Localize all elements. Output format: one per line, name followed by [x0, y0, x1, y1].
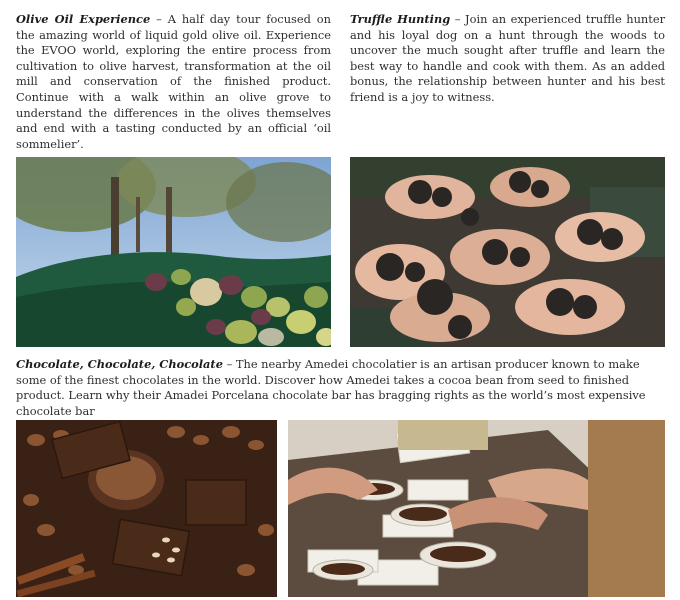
chocolate-description	[16, 357, 666, 419]
olive-oil-description	[16, 12, 331, 152]
olive-oil-body: A half day tour focused on the amazing world of liquid gold olive oil. Experience the EVOO world, exploring the entire process from cultivation to olive harvest, transformation at the oil mill and conservation of the finished product. Continue with a walk within an olive grove to understand the differences in the olives themselves and end with a tasting conducted by an official ‘oil sommelier’.	[16, 12, 331, 151]
chocolate-separator: –	[222, 357, 236, 371]
olive-oil-separator: –	[150, 12, 168, 26]
truffles-in-hands-photo	[350, 157, 665, 347]
truffle-hunting-body: Join an experienced truffle hunter and his loyal dog on a hunt through the woods to uncover the much sought after truffle and learn the best way to handle and cook with them. As an added bonus, the relationship between hunter and his best friend is a joy to witness.	[350, 12, 666, 104]
truffle-hunting-title: Truffle Hunting	[350, 12, 451, 26]
chocolate-tasting-photo	[288, 420, 665, 597]
truffle-hunting-separator: –	[450, 12, 466, 26]
olive-harvest-photo	[16, 157, 331, 347]
truffle-hunting-description	[350, 12, 665, 106]
olive-oil-title: Olive Oil Experience	[16, 12, 151, 26]
chocolate-title: Chocolate, Chocolate, Chocolate	[16, 357, 223, 371]
chocolate-body: The nearby Amedei chocolatier is an artisan producer known to make some of the finest chocolates in the world. Discover how Amedei takes a cocoa bean from seed to finished product. Learn why their Amadei Porcelana chocolate bar has bragging rights as the world’s most expensive chocolate bar	[16, 357, 646, 418]
chocolate-and-cocoa-beans-photo	[16, 420, 277, 597]
